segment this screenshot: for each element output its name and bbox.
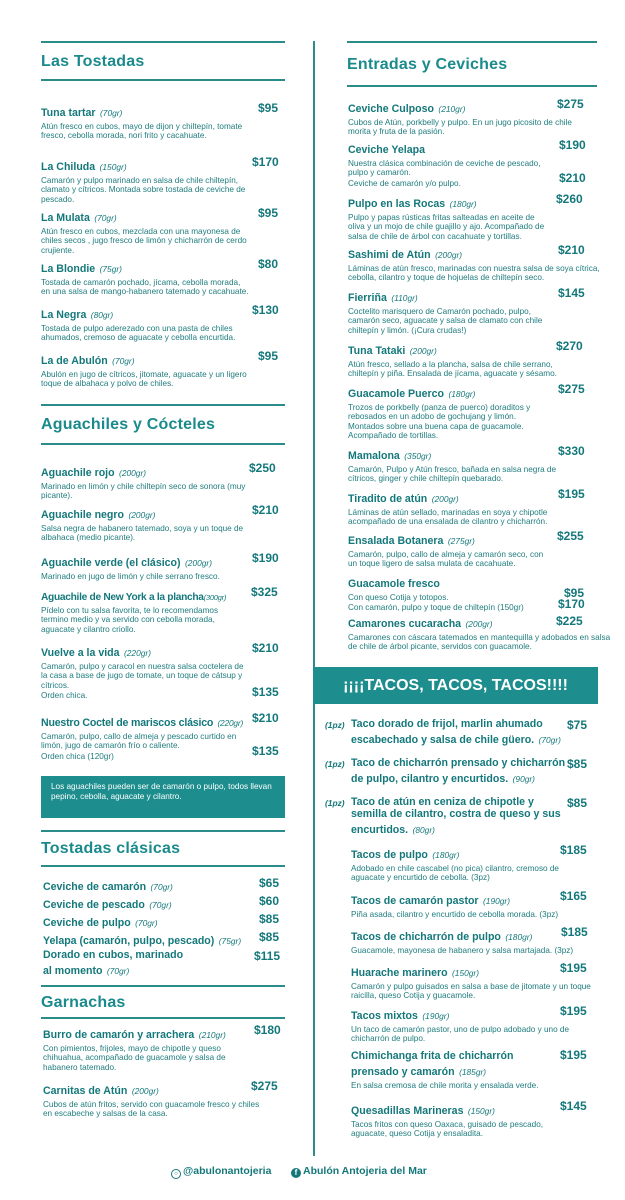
- item-name: Ceviche de camarón: [43, 881, 147, 893]
- item-name: Sashimi de Atún: [348, 249, 431, 261]
- item-weight: (70gr): [538, 735, 561, 745]
- item-name: Tiradito de atún: [348, 493, 428, 505]
- item-description: Coctelito marisquero de Camarón pochado, pulpo, camarón seco, aguacate y salsa de clamato con chile chiltepín y limón. (¡Cura crudas!): [348, 307, 543, 335]
- menu-item: [43, 1025, 255, 1072]
- item-name: Taco de chicharrón prensado y chicharrón: [351, 757, 566, 769]
- item-name: Vuelve a la vida: [41, 647, 120, 659]
- item-price: $275: [557, 97, 584, 111]
- item-description: Marinado en limón y chile chiltepín seco de sonora (muy picante).: [41, 482, 246, 501]
- item-description: Adobado en chile cascabel (no pica) cilantro, cremoso de aguacate y encurtido de cebolla. (3pz): [351, 864, 559, 883]
- item-weight: (200gr): [185, 558, 212, 568]
- item-price: $210: [252, 641, 279, 655]
- item-name: Tacos de camarón pastor: [351, 895, 479, 907]
- section-title-tostadas: Las Tostadas: [41, 53, 145, 70]
- instagram-icon: ○: [171, 1169, 181, 1179]
- item-price: $180: [254, 1023, 281, 1037]
- item-name: Aguachile rojo: [41, 467, 115, 479]
- item-description: Atún fresco, sellado a la plancha, salsa de chile serrano, chiltepín y piña. Ensalada de jícama, aguacate y sésamo.: [348, 360, 557, 379]
- item-price: $185: [560, 843, 587, 857]
- item-name: La Negra: [41, 309, 87, 321]
- menu-item: [351, 796, 561, 838]
- menu-item: [41, 157, 251, 204]
- item-description: Camarón, pulpo, callo de almeja y pescado curtido en limón, jugo de camarón frío o caliente.: [41, 732, 237, 751]
- divider: [41, 865, 285, 867]
- item-price: $275: [251, 1079, 278, 1093]
- item-price: $330: [558, 444, 585, 458]
- piece-count: (1pz): [325, 759, 345, 769]
- item-weight: (70gr): [135, 918, 158, 928]
- item-price: $65: [259, 876, 280, 890]
- item-price: $195: [560, 1048, 587, 1062]
- item-name: Guacamole Puerco: [348, 388, 444, 400]
- menu-item: [348, 288, 558, 335]
- item-price: $210: [558, 243, 585, 257]
- item-weight: (80gr): [90, 310, 114, 320]
- item-price: $190: [559, 138, 586, 152]
- item-name: Carnitas de Atún: [43, 1085, 128, 1097]
- item-name: La Blondie: [41, 263, 96, 275]
- piece-count: (1pz): [325, 720, 345, 730]
- item-price: $275: [558, 382, 585, 396]
- item-name: Fierriña: [348, 292, 387, 304]
- menu-item: [41, 351, 251, 389]
- menu-item: [43, 895, 172, 913]
- item-price: $75: [567, 718, 588, 732]
- item-name-cont: al momento: [43, 965, 103, 977]
- menu-item: [351, 1101, 571, 1139]
- menu-item: [41, 505, 246, 543]
- item-weight: (70gr): [100, 108, 123, 118]
- divider: [41, 41, 285, 43]
- column-divider: [313, 41, 315, 1156]
- item-weight: (200gr): [465, 619, 493, 629]
- item-weight: (75gr): [99, 264, 122, 274]
- item-weight: (150gr): [452, 968, 480, 978]
- item-description: Salsa negra de habanero tatemado, soya y un toque de albahaca (medio picante).: [41, 524, 244, 543]
- menu-item: [348, 384, 553, 441]
- section-title-tacos: ¡¡¡¡TACOS, TACOS, TACOS!!!!: [313, 667, 598, 704]
- item-variant: Orden chica (120gr): [41, 751, 114, 761]
- menu-item: [351, 757, 565, 787]
- item-price: $115: [254, 949, 281, 963]
- item-price: $85: [259, 912, 280, 926]
- facebook-icon: f: [291, 1168, 301, 1178]
- item-weight: (70gr): [149, 900, 172, 910]
- item-price: $195: [558, 487, 585, 501]
- item-name: Tacos de pulpo: [351, 849, 428, 861]
- item-weight: (110gr): [391, 293, 418, 303]
- menu-item: [351, 891, 591, 919]
- menu-item: [43, 1081, 263, 1119]
- item-name: La de Abulón: [41, 355, 108, 367]
- item-name: Quesadillas Marineras: [351, 1105, 464, 1117]
- menu-item: [348, 341, 560, 379]
- menu-item: [41, 259, 251, 297]
- item-price: $85: [567, 796, 588, 810]
- item-description: Tostada de camarón pochado, jícama, cebolla morada, en una salsa de mango-habanero tatemado y cacahuate.: [41, 278, 249, 297]
- item-name: Ceviche de pescado: [43, 899, 145, 911]
- item-description: Marinado en jugo de limón y chile serrano fresco.: [41, 572, 220, 581]
- item-name: Ceviche Culposo: [348, 103, 434, 115]
- item-description: Con queso Cotija y totopos.: [348, 593, 449, 602]
- item-description: Camarón, Pulpo y Atún fresco, bañada en salsa negra de cítricos, ginger y chile chiltepín quebarado.: [348, 465, 557, 484]
- section-title-entradas: Entradas y Ceviches: [347, 56, 508, 73]
- menu-item: [348, 446, 568, 484]
- menu-item: [41, 643, 246, 701]
- item-name-cont: prensado y camarón: [351, 1066, 455, 1078]
- item-name: Ensalada Botanera: [348, 535, 444, 547]
- item-price-small: $170: [558, 597, 585, 611]
- item-price: $210: [252, 711, 279, 725]
- item-weight: (200gr): [435, 250, 463, 260]
- divider: [41, 1017, 285, 1019]
- item-name: Yelapa (camarón, pulpo, pescado): [43, 935, 215, 947]
- item-description: Abulón en jugo de cítricos, jitomate, aguacate y un ligero toque de albahaca y polvo de chiles.: [41, 370, 247, 389]
- item-weight: (200gr): [119, 468, 147, 478]
- item-price: $95: [564, 586, 585, 600]
- item-variant: Orden chica.: [41, 691, 88, 701]
- menu-item: [41, 463, 246, 501]
- item-price: $185: [561, 925, 588, 939]
- menu-item: [348, 140, 560, 188]
- menu-item: [351, 845, 591, 883]
- item-price: $260: [556, 192, 583, 206]
- item-weight: (70gr): [106, 966, 130, 976]
- item-name: La Mulata: [41, 212, 90, 224]
- section-title-clasicas: Tostadas clásicas: [41, 840, 181, 857]
- item-weight: (80gr): [412, 825, 435, 835]
- menu-item: [348, 194, 553, 241]
- item-description: Láminas de atún sellado, marinadas en soya y chipotle acompañado de una ensalada de cilantro y chicharrón.: [348, 508, 548, 527]
- item-description: Trozos de porkbelly (panza de puerco) doraditos y rebosados en un adobo de gochujang y limón. Montados sobre una buena capa de guacamole. Acompañado de tortillas.: [348, 403, 531, 441]
- item-variant: Ceviche de camarón y/o pulpo.: [348, 178, 461, 188]
- divider: [347, 85, 597, 87]
- item-name: Huarache marinero: [351, 967, 448, 979]
- item-name: Ceviche de pulpo: [43, 917, 131, 929]
- item-weight: (275gr): [447, 536, 475, 546]
- item-description: Cubos de atún fritos, servido con guacamole fresco y chiles en escabeche y salsas de la casa.: [43, 1100, 260, 1119]
- item-price: $270: [556, 339, 583, 353]
- item-weight: (150gr): [467, 1106, 495, 1116]
- item-weight: (180gr): [432, 850, 460, 860]
- item-name: Tacos de chicharrón de pulpo: [351, 931, 501, 943]
- item-price: $325: [251, 585, 278, 599]
- divider: [41, 985, 285, 987]
- item-price: $195: [560, 961, 587, 975]
- item-name: Aguachile de New York a la plancha: [41, 592, 204, 603]
- item-name: Mamalona: [348, 450, 400, 462]
- menu-item: [41, 305, 251, 343]
- item-name-cont: encurtidos.: [351, 824, 409, 836]
- item-description: Camarón, pulpo, callo de almeja y camarón seco, con un toque ligero de salsa mulata de cacahuate.: [348, 550, 544, 569]
- item-name: Aguachile verde (el clásico): [41, 557, 181, 569]
- piece-count: (1pz): [325, 798, 345, 808]
- divider: [347, 41, 597, 43]
- item-price: $145: [560, 1099, 587, 1113]
- item-price: $225: [556, 614, 583, 628]
- item-weight: (200gr): [131, 1086, 159, 1096]
- facebook-text: Abulón Antojeria del Mar: [303, 1165, 427, 1177]
- item-weight: (200gr): [431, 494, 459, 504]
- item-weight: (70gr): [112, 356, 135, 366]
- item-price: $130: [252, 303, 279, 317]
- item-name: Aguachile negro: [41, 509, 124, 521]
- item-weight: (350gr): [404, 451, 432, 461]
- item-name: Chimichanga frita de chicharrón: [351, 1050, 514, 1062]
- item-description: Piña asada, cilantro y encurtido de cebolla morada. (3pz): [351, 910, 559, 919]
- item-name: Tacos mixtos: [351, 1010, 418, 1022]
- item-price: $255: [557, 529, 584, 543]
- item-name-cont: escabechado y salsa de chile güero.: [351, 734, 535, 746]
- section-title-aguachiles: Aguachiles y Cócteles: [41, 416, 216, 433]
- menu-item: [41, 103, 251, 141]
- item-name: Camarones cucaracha: [348, 618, 462, 630]
- item-weight: (180gr): [448, 389, 476, 399]
- item-description: Camarones con cáscara tatemados en mantequilla y adobados en salsa de chile de árbol picante, servidos con guacamole.: [348, 633, 611, 652]
- item-weight: (200gr): [409, 346, 437, 356]
- item-price: $170: [252, 155, 279, 169]
- instagram-text: @abulonantojeria: [183, 1165, 272, 1177]
- divider: [41, 404, 285, 406]
- menu-item: [348, 99, 580, 137]
- item-price: $85: [259, 930, 280, 944]
- item-weight: (220gr): [217, 718, 244, 728]
- item-price: $250: [249, 461, 276, 475]
- item-description: Camarón y pulpo guisados en salsa a base de jitomate y un toque raicilla, queso Cotija y guacamole.: [351, 982, 591, 1001]
- item-description: Un taco de camarón pastor, uno de pulpo adobado y uno de chicharrón de pulpo.: [351, 1025, 570, 1044]
- item-weight: (75gr): [218, 936, 242, 946]
- item-name: Nuestro Coctel de mariscos clásico: [41, 717, 214, 729]
- menu-item: [41, 587, 246, 634]
- item-price-small: $210: [559, 171, 586, 185]
- item-description: En salsa cremosa de chile morita y ensalada verde.: [351, 1081, 539, 1090]
- item-description: Atún fresco en cubos, mezclada con una mayonesa de chiles secos , jugo fresco de limón y chicharrón de cerdo crujiente.: [41, 227, 247, 255]
- item-weight: (90gr): [512, 774, 535, 784]
- item-variant: Con camarón, pulpo y toque de chiltepín (150gr): [348, 603, 524, 613]
- menu-item: [41, 208, 251, 255]
- menu-item: [41, 713, 251, 761]
- menu-item: [43, 949, 183, 979]
- item-price: $210: [252, 503, 279, 517]
- menu-item: [348, 574, 563, 613]
- item-price: $95: [258, 206, 279, 220]
- item-price: $95: [258, 101, 279, 115]
- item-name: Ceviche Yelapa: [348, 144, 425, 156]
- instagram-handle[interactable]: [171, 1165, 271, 1179]
- item-price: $85: [567, 757, 588, 771]
- item-name-cont: de pulpo, cilantro y encurtidos.: [351, 773, 509, 785]
- item-name-cont: semilla de cilantro, costra de queso y sus: [351, 808, 561, 820]
- menu-item: [351, 1050, 591, 1090]
- item-description: Guacamole, mayonesa de habanero y salsa martajada. (3pz): [351, 946, 574, 955]
- item-price: $80: [258, 257, 279, 271]
- item-price: $145: [558, 286, 585, 300]
- divider: [41, 79, 285, 81]
- item-price: $195: [560, 1004, 587, 1018]
- menu-item: [43, 877, 173, 895]
- item-name: Burro de camarón y arrachera: [43, 1029, 195, 1041]
- item-weight: (300gr): [203, 593, 227, 602]
- item-description: Camarón, pulpo y caracol en nuestra salsa coctelera de la casa a base de jugo de tomate, un toque de cátsup y cítricos.: [41, 662, 244, 690]
- menu-item: [348, 531, 553, 569]
- item-price: $165: [560, 889, 587, 903]
- divider: [41, 830, 285, 832]
- item-description: Atún fresco en cubos, mayo de dijon y chiltepín, tomate fresco, cebolla morada, nori frito y cacahuate.: [41, 122, 243, 141]
- item-name: La Chiluda: [41, 161, 96, 173]
- item-description: Camarón y pulpo marinado en salsa de chile chiltepín, clamato y cítricos. Montada sobre tostada de ceviche de pescado.: [41, 176, 246, 204]
- item-weight: (180gr): [449, 199, 477, 209]
- item-price-small: $135: [252, 685, 279, 699]
- facebook-page[interactable]: [291, 1165, 427, 1178]
- divider: [41, 443, 285, 445]
- item-description: Pulpo y papas rústicas fritas salteadas en aceite de oliva y un mojo de chile guajillo y ajo. Acompañado de salsa de chile de árbol con cacahuate y tortillas.: [348, 213, 545, 241]
- item-weight: (150gr): [99, 162, 127, 172]
- item-description: Láminas de atún fresco, marinadas con nuestra salsa de soya cítrica, cebolla, cilantro y toque de hojuelas de chiltepín seco.: [348, 264, 600, 283]
- item-description: Con pimientos, frijoles, mayo de chipotle y queso chihuahua, acompañado de guacamole y salsa de habanero tatemado.: [43, 1044, 226, 1072]
- item-weight: (70gr): [94, 213, 117, 223]
- item-weight: (200gr): [128, 510, 156, 520]
- item-name: Taco dorado de frijol, marlin ahumado: [351, 718, 543, 730]
- item-description: Tostada de pulpo aderezado con una pasta de chiles ahumados, cremoso de aguacate y cebolla encurtida.: [41, 324, 236, 343]
- item-name: Tuna Tataki: [348, 345, 406, 357]
- menu-item: [43, 913, 158, 931]
- menu-item: [351, 963, 591, 1001]
- menu-item: [43, 931, 241, 949]
- item-weight: (70gr): [150, 882, 173, 892]
- aguachiles-note: Los aguachiles pueden ser de camarón o pulpo, todos llevan pepino, cebolla, aguacate y cilantro.: [41, 776, 285, 818]
- item-weight: (190gr): [422, 1011, 450, 1021]
- item-weight: (185gr): [459, 1067, 487, 1077]
- menu-item: [351, 718, 561, 748]
- item-name: Pulpo en las Rocas: [348, 198, 446, 210]
- section-title-garnachas: Garnachas: [41, 994, 126, 1011]
- item-weight: (190gr): [483, 896, 511, 906]
- item-description: Tacos fritos con queso Oaxaca, guisado de pescado, aguacate, queso Cotija y ensaladita.: [351, 1120, 544, 1139]
- menu-item: [41, 553, 246, 581]
- item-description: Nuestra clásica combinación de ceviche de pescado, pulpo y camarón.: [348, 159, 541, 178]
- item-price: $95: [258, 349, 279, 363]
- item-name: Tuna tartar: [41, 107, 96, 119]
- item-weight: (220gr): [123, 648, 151, 658]
- item-weight: (180gr): [505, 932, 533, 942]
- item-name: Dorado en cubos, marinado: [43, 949, 184, 961]
- item-name: Guacamole fresco: [348, 578, 440, 590]
- item-description: Cubos de Atún, porkbelly y pulpo. En un jugo picosito de chile morita y fruta de la pasión.: [348, 118, 572, 137]
- item-weight: (210gr): [198, 1030, 226, 1040]
- item-name: Taco de atún en ceniza de chipotle y: [351, 796, 534, 808]
- menu-item: [351, 1006, 591, 1044]
- item-description: Pídelo con tu salsa favorita, te lo recomendamos termino medio y va servido con cebolla morada, aguacate y cilantro criollo.: [41, 606, 219, 634]
- item-price: $60: [259, 894, 280, 908]
- item-price: $190: [252, 551, 279, 565]
- menu-item: [348, 489, 578, 527]
- item-weight: (210gr): [438, 104, 466, 114]
- item-price-small: $135: [252, 744, 279, 758]
